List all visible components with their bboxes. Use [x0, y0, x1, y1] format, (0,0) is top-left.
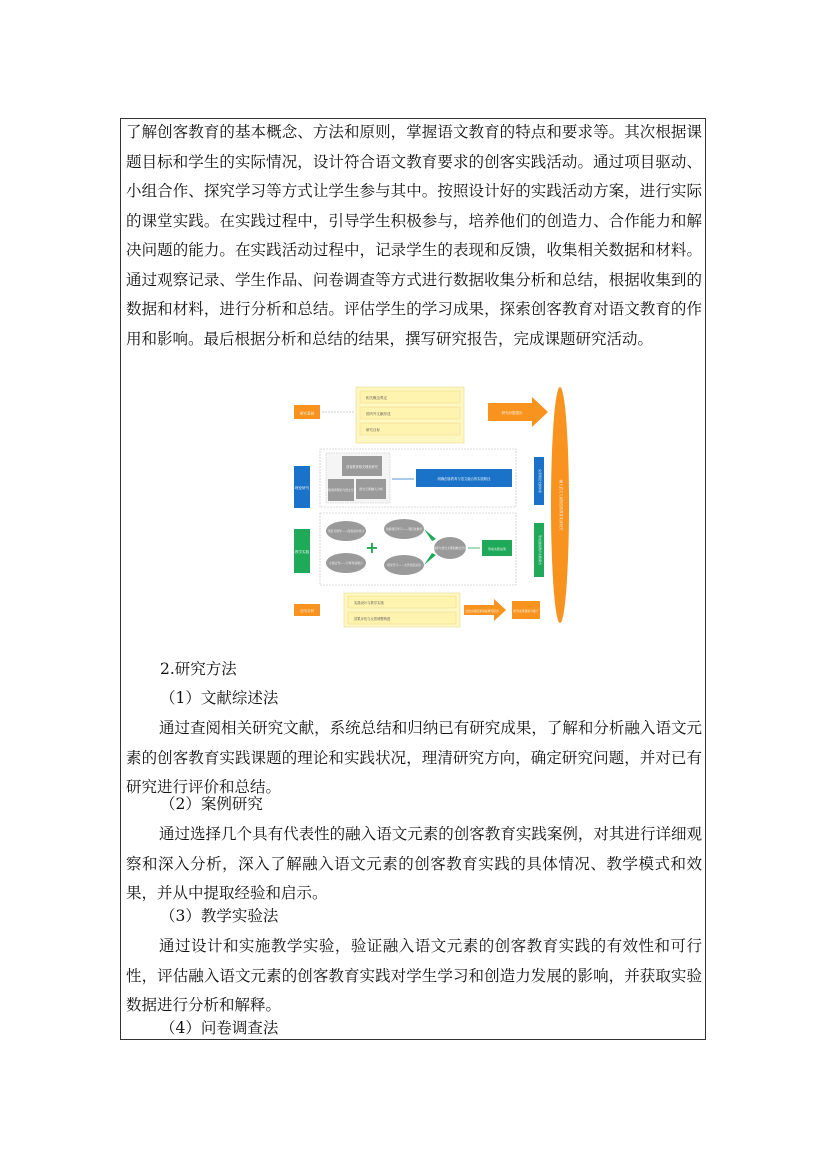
- svg-text:创客与语文元素的融合设计: 创客与语文元素的融合设计: [433, 546, 467, 550]
- svg-text:语文元素融入分析: 语文元素融入分析: [358, 487, 384, 491]
- method-2-body: 通过选择几个具有代表性的融入语文元素的创客教育实践案例，对其进行详细观察和深入分析，深入了解融入语文元素的创客教育实践的具体情况、教学模式和效果，并从中提取经验和启示。: [126, 825, 702, 902]
- svg-text:总结实践经验形成研究报告: 总结实践经验形成研究报告: [465, 609, 499, 613]
- svg-text:实践设计与教学实施: 实践设计与教学实施: [354, 601, 384, 605]
- svg-text:小组合作——分享作品展示: 小组合作——分享作品展示: [329, 561, 363, 565]
- research-flow-diagram: [286, 383, 570, 629]
- svg-text:形成实践成果: 形成实践成果: [487, 547, 507, 551]
- svg-text:创客项目学习——项目化教学: 创客项目学习——项目化教学: [385, 527, 423, 531]
- svg-text:融入语文元素的创客教育实践研究: 融入语文元素的创客教育实践研究: [559, 479, 563, 531]
- svg-text:形成创客教育实践模式: 形成创客教育实践模式: [538, 534, 542, 566]
- svg-text:研究问题提出: 研究问题提出: [501, 411, 523, 415]
- svg-text:完善理论支撑体系: 完善理论支撑体系: [538, 468, 542, 494]
- svg-text:相关概念界定: 相关概念界定: [366, 396, 387, 400]
- section-title: 2.研究方法: [160, 660, 237, 678]
- method-2-title: （2）案例研究: [160, 795, 263, 813]
- svg-text:明确创客教育与语文融合的实践路径: 明确创客教育与语文融合的实践路径: [437, 477, 491, 481]
- flow-diagram-svg: [286, 383, 570, 629]
- svg-text:研究目标: 研究目标: [366, 428, 380, 432]
- svg-text:研究成果提炼与推广: 研究成果提炼与推广: [513, 609, 539, 613]
- svg-text:效果评估与反思调整构建: 效果评估与反思调整构建: [354, 617, 391, 621]
- method-3-title: （3）教学实验法: [160, 907, 279, 925]
- intro-paragraph: 了解创客教育的基本概念、方法和原则，掌握语文教育的特点和要求等。其次根据课题目标和学生的实际情况，设计符合语文教育要求的创客实践活动。通过项目驱动、小组合作、探究学习等方式让学生参与其中。按照设计好的实践活动方案，进行实际的课堂实践。在实践过程中，引导学生积极参与，培养他们的创造力、合作能力和解决问题的能力。在实践活动过程中，记录学生的表现和反馈，收集相关数据和材料。通过观察记录、学生作品、问卷调查等方式进行数据收集分析和总结，根据收集到的数据和材料，进行分析和总结。评估学生的学习成果，探索创客教育对语文教育的作用和影响。最后根据分析和总结的结果，撰写研究报告，完成课题研究活动。: [126, 123, 702, 348]
- svg-text:国内外文献综述: 国内外文献综述: [366, 412, 391, 416]
- svg-text:创客教育相关理论研究: 创客教育相关理论研究: [346, 465, 378, 469]
- method-3-body: 通过设计和实施教学实验，验证融入语文元素的创客教育实践的有效性和可行性，评估融入语文元素的创客教育实践对学生学习和创造力发展的影响，并获取实验数据进行分析和解释。: [126, 937, 702, 1014]
- svg-text:创客教育理论与语文元素: 创客教育理论与语文元素: [325, 488, 357, 492]
- svg-text:理论研究: 理论研究: [294, 486, 310, 490]
- svg-text:项目式教学——创客活动设计: 项目式教学——创客活动设计: [327, 529, 365, 533]
- svg-text:探究学习——文学创意活动: 探究学习——文学创意活动: [387, 563, 421, 567]
- svg-text:总结分析: 总结分析: [299, 609, 315, 613]
- svg-text:教学实践: 教学实践: [294, 550, 310, 554]
- svg-text:研究基础: 研究基础: [299, 411, 315, 416]
- svg-text:+: +: [365, 538, 379, 557]
- method-1-title: （1）文献综述法: [160, 689, 279, 707]
- method-4-title: （4）问卷调查法: [160, 1019, 279, 1037]
- method-1-body: 通过查阅相关研究文献，系统总结和归纳已有研究成果，了解和分析融入语文元素的创客教育实践课题的理论和实践状况，理清研究方向，确定研究问题，并对已有研究进行评价和总结。: [126, 719, 702, 796]
